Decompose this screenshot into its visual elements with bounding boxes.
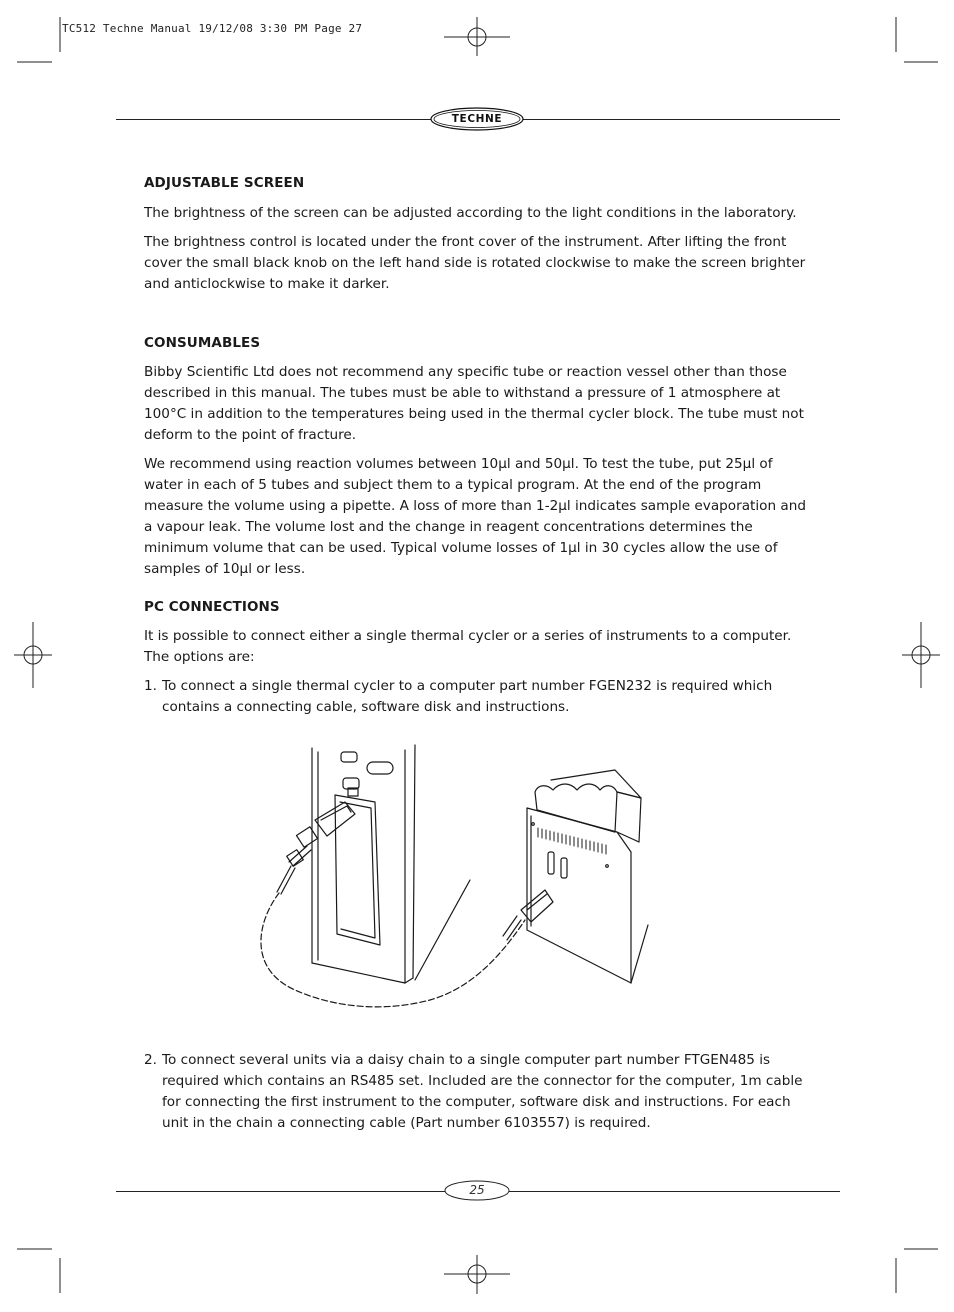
paragraph: It is possible to connect either a single thermal cycler or a series of instruments to a computer. The options are: — [144, 628, 792, 665]
print-slug: TC512 Techne Manual 19/12/08 3:30 PM Page 27 — [62, 22, 363, 35]
heading-pc-connections: PC CONNECTIONS — [144, 599, 280, 615]
paragraph: We recommend using reaction volumes between 10µl and 50µl. To test the tube, put 25µl of water in each of 5 tubes and subject them to a typical program. At the end of the program measure the volume using a pipette. A loss of more than 1-2µl indicates sample evaporation and a vapour leak. The volume lost and the change in reagent concentrations determines the minimum volume that can be used. Typical volume losses of 1µl in 30 cycles allow the use of samples of 10µl or less. — [144, 456, 806, 577]
pc-connection-illustration — [255, 740, 655, 1020]
page-number-badge — [444, 1180, 510, 1201]
connecting-cable-drawing — [261, 893, 525, 1007]
computer-tower-drawing — [277, 745, 470, 983]
list-item: To connect a single thermal cycler to a computer part number FGEN232 is required which contains a connecting cable, software disk and instructions. — [162, 678, 773, 715]
logo-text: TECHNE — [451, 113, 503, 125]
techne-logo — [430, 107, 524, 131]
page-number: 25 — [469, 1183, 485, 1197]
paragraph: The brightness control is located under the front cover of the instrument. After lifting the front cover the small black knob on the left hand side is rotated clockwise to make the screen brighter and anticlockwise to make it darker. — [144, 234, 806, 292]
list-item-number: 1. — [144, 678, 157, 694]
heading-adjustable-screen: ADJUSTABLE SCREEN — [144, 175, 305, 191]
paragraph: The brightness of the screen can be adjusted according to the light conditions in the laboratory. — [144, 205, 797, 221]
thermal-cycler-drawing — [503, 770, 648, 983]
heading-consumables: CONSUMABLES — [144, 335, 261, 351]
list-item: To connect several units via a daisy chain to a single computer part number FTGEN485 is required which contains an RS485 set. Included are the connector for the computer, 1m cable for connecting the first instrument to the computer, software disk and instructions. For each unit in the chain a connecting cable (Part number 6103557) is required. — [162, 1052, 803, 1131]
paragraph: Bibby Scientific Ltd does not recommend any specific tube or reaction vessel other than those described in this manual. The tubes must be able to withstand a pressure of 1 atmosphere at 100°C in addition to the temperatures being used in the thermal cycler block. The tube must not deform to the point of fracture. — [144, 364, 804, 443]
list-item-number: 2. — [144, 1052, 157, 1068]
